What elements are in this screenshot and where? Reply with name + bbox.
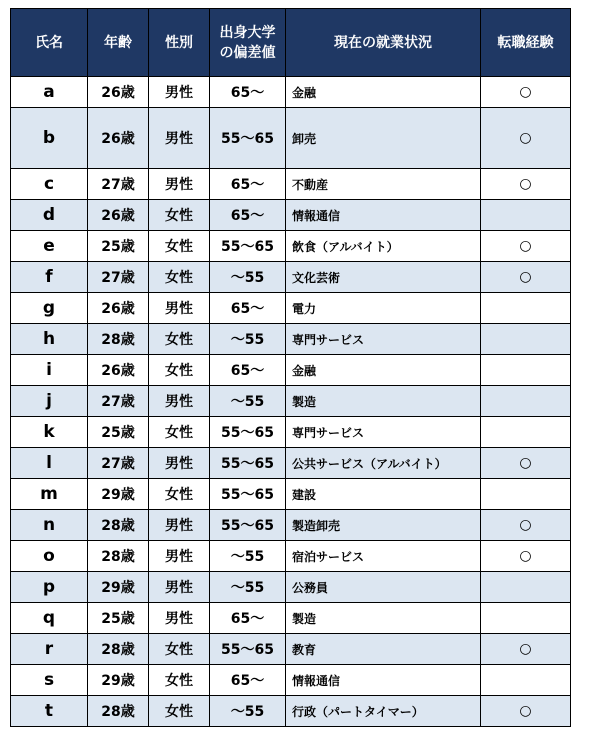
cell-employment: 情報通信 (286, 200, 481, 231)
cell-name: k (11, 417, 88, 448)
cell-name: s (11, 665, 88, 696)
cell-gender: 女性 (149, 634, 210, 665)
cell-employment: 製造 (286, 603, 481, 634)
header-age: 年齢 (88, 9, 149, 77)
table-row (11, 231, 571, 262)
cell-job-change (481, 293, 571, 324)
table-row (11, 77, 571, 108)
cell-employment: 製造卸売 (286, 510, 481, 541)
cell-name: t (11, 696, 88, 727)
cell-job-change (481, 417, 571, 448)
cell-gender: 男性 (149, 448, 210, 479)
cell-age: 27歳 (88, 169, 149, 200)
table-row (11, 448, 571, 479)
cell-gender: 男性 (149, 293, 210, 324)
table-row (11, 541, 571, 572)
cell-age: 26歳 (88, 108, 149, 169)
cell-name: f (11, 262, 88, 293)
cell-score: ～55 (210, 386, 286, 417)
cell-employment: 情報通信 (286, 665, 481, 696)
cell-job-change (481, 665, 571, 696)
cell-age: 25歳 (88, 231, 149, 262)
cell-age: 27歳 (88, 386, 149, 417)
cell-gender: 男性 (149, 572, 210, 603)
table-row (11, 386, 571, 417)
cell-name: l (11, 448, 88, 479)
survey-table-wrapper (10, 8, 571, 727)
cell-job-change: ○ (481, 77, 571, 108)
cell-gender: 女性 (149, 262, 210, 293)
cell-score: ～55 (210, 324, 286, 355)
cell-age: 28歳 (88, 510, 149, 541)
cell-job-change: ○ (481, 231, 571, 262)
table-row (11, 510, 571, 541)
cell-employment: 不動産 (286, 169, 481, 200)
cell-employment: 教育 (286, 634, 481, 665)
cell-job-change (481, 355, 571, 386)
cell-score: 55～65 (210, 510, 286, 541)
cell-score: 65～ (210, 200, 286, 231)
cell-name: m (11, 479, 88, 510)
table-row (11, 108, 571, 169)
cell-gender: 女性 (149, 417, 210, 448)
table-row (11, 417, 571, 448)
cell-score: ～55 (210, 572, 286, 603)
cell-age: 29歳 (88, 572, 149, 603)
cell-gender: 男性 (149, 386, 210, 417)
cell-gender: 女性 (149, 696, 210, 727)
cell-age: 25歳 (88, 603, 149, 634)
cell-score: 65～ (210, 355, 286, 386)
cell-age: 29歳 (88, 479, 149, 510)
cell-name: o (11, 541, 88, 572)
cell-job-change: ○ (481, 448, 571, 479)
cell-name: r (11, 634, 88, 665)
cell-name: q (11, 603, 88, 634)
cell-age: 27歳 (88, 448, 149, 479)
cell-employment: 飲食（アルバイト） (286, 231, 481, 262)
cell-name: b (11, 108, 88, 169)
header-job-change: 転職経験 (481, 9, 571, 77)
cell-employment: 専門サービス (286, 324, 481, 355)
cell-gender: 男性 (149, 169, 210, 200)
cell-gender: 女性 (149, 200, 210, 231)
header-university-score-line2: の偏差値 (219, 44, 276, 61)
cell-employment: 専門サービス (286, 417, 481, 448)
cell-job-change (481, 572, 571, 603)
table-row (11, 572, 571, 603)
cell-gender: 男性 (149, 510, 210, 541)
cell-age: 25歳 (88, 417, 149, 448)
cell-employment: 電力 (286, 293, 481, 324)
cell-employment: 建設 (286, 479, 481, 510)
table-row (11, 355, 571, 386)
table-row (11, 665, 571, 696)
table-row (11, 696, 571, 727)
cell-score: ～55 (210, 696, 286, 727)
table-row (11, 634, 571, 665)
cell-job-change: ○ (481, 510, 571, 541)
cell-gender: 女性 (149, 324, 210, 355)
survey-table (10, 8, 571, 727)
cell-score: 55～65 (210, 634, 286, 665)
cell-gender: 女性 (149, 479, 210, 510)
cell-name: d (11, 200, 88, 231)
cell-employment: 金融 (286, 355, 481, 386)
cell-score: ～55 (210, 541, 286, 572)
cell-name: e (11, 231, 88, 262)
cell-name: a (11, 77, 88, 108)
cell-employment: 行政（パートタイマー） (286, 696, 481, 727)
cell-gender: 男性 (149, 541, 210, 572)
header-gender: 性別 (149, 9, 210, 77)
cell-score: 65～ (210, 603, 286, 634)
table-row (11, 262, 571, 293)
cell-job-change (481, 386, 571, 417)
header-name: 氏名 (11, 9, 88, 77)
cell-gender: 女性 (149, 665, 210, 696)
cell-job-change (481, 200, 571, 231)
table-row (11, 324, 571, 355)
cell-age: 28歳 (88, 324, 149, 355)
cell-score: 55～65 (210, 231, 286, 262)
cell-score: ～55 (210, 262, 286, 293)
cell-name: n (11, 510, 88, 541)
cell-job-change (481, 324, 571, 355)
cell-gender: 女性 (149, 231, 210, 262)
cell-name: h (11, 324, 88, 355)
cell-name: g (11, 293, 88, 324)
table-row (11, 200, 571, 231)
cell-job-change: ○ (481, 541, 571, 572)
table-body (11, 77, 571, 727)
cell-job-change: ○ (481, 169, 571, 200)
header-employment: 現在の就業状況 (286, 9, 481, 77)
header-university-score-line1: 出身大学 (219, 24, 276, 41)
cell-age: 28歳 (88, 634, 149, 665)
cell-score: 65～ (210, 169, 286, 200)
cell-score: 65～ (210, 293, 286, 324)
cell-gender: 女性 (149, 355, 210, 386)
cell-name: j (11, 386, 88, 417)
cell-job-change: ○ (481, 696, 571, 727)
header-university-score (210, 9, 286, 77)
cell-age: 28歳 (88, 696, 149, 727)
cell-score: 55～65 (210, 108, 286, 169)
cell-gender: 男性 (149, 108, 210, 169)
cell-employment: 公務員 (286, 572, 481, 603)
cell-age: 27歳 (88, 262, 149, 293)
cell-employment: 文化芸術 (286, 262, 481, 293)
table-row (11, 293, 571, 324)
cell-age: 28歳 (88, 541, 149, 572)
cell-score: 65～ (210, 665, 286, 696)
cell-score: 55～65 (210, 448, 286, 479)
cell-score: 55～65 (210, 479, 286, 510)
table-row (11, 479, 571, 510)
cell-gender: 男性 (149, 77, 210, 108)
cell-job-change: ○ (481, 262, 571, 293)
cell-score: 55～65 (210, 417, 286, 448)
cell-job-change (481, 603, 571, 634)
cell-score: 65～ (210, 77, 286, 108)
cell-job-change (481, 479, 571, 510)
cell-employment: 製造 (286, 386, 481, 417)
cell-name: c (11, 169, 88, 200)
cell-age: 26歳 (88, 293, 149, 324)
cell-age: 26歳 (88, 200, 149, 231)
cell-age: 26歳 (88, 77, 149, 108)
cell-employment: 公共サービス（アルバイト） (286, 448, 481, 479)
cell-employment: 金融 (286, 77, 481, 108)
cell-job-change: ○ (481, 634, 571, 665)
cell-employment: 宿泊サービス (286, 541, 481, 572)
cell-name: i (11, 355, 88, 386)
header-row (11, 9, 571, 77)
table-row (11, 169, 571, 200)
cell-employment: 卸売 (286, 108, 481, 169)
cell-job-change: ○ (481, 108, 571, 169)
cell-age: 26歳 (88, 355, 149, 386)
table-row (11, 603, 571, 634)
cell-age: 29歳 (88, 665, 149, 696)
cell-name: p (11, 572, 88, 603)
cell-gender: 男性 (149, 603, 210, 634)
